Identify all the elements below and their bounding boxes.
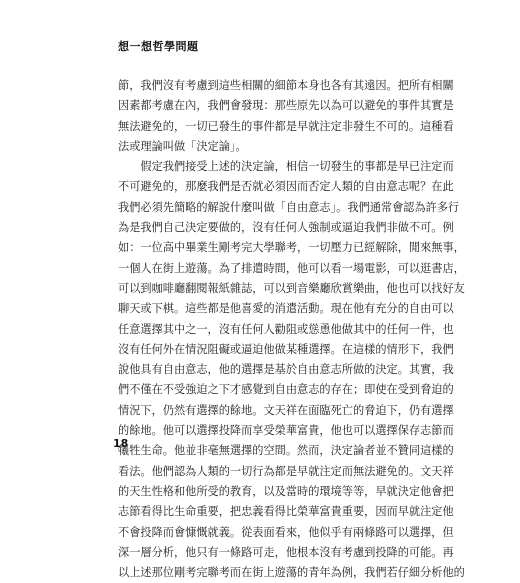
text-line: 我們必須先簡略的解說什麼叫做「自由意志」。我們通常會認為許多行: [118, 200, 460, 214]
text-line: 節，我們沒有考慮到這些相關的細節本身也各有其遠因。把所有相關: [118, 79, 454, 92]
text-line: 為是我們自己決定要做的，沒有任何人強制或逼迫我們非做不可。例: [118, 221, 454, 235]
text-line: 假定我們接受上述的決定論，相信一切發生的事都是早已注定而: [118, 160, 454, 174]
body-text: [118, 76, 465, 583]
text-line: 深一層分析，他只有一條路可走，他根本沒有考慮到投降的可能。再: [118, 545, 454, 559]
page-number: 18: [113, 437, 129, 450]
text-line: 如：一位高中畢業生剛考完大學聯考，一切壓力已經解除，閒來無事，: [118, 241, 465, 255]
text-line: 可以到咖啡廳翻閱報紙雜誌，可以到音樂廳欣賞樂曲，他也可以找好友: [118, 281, 465, 295]
text-line: 一個人在街上遊蕩。為了排遣時間，他可以看一場電影，可以逛書店，: [118, 261, 465, 275]
text-line: 法或理論叫做「決定論」。: [118, 139, 247, 153]
text-line: 以上述那位剛考完聯考而在街上遊蕩的青年為例，我們若仔細分析他的: [118, 566, 465, 580]
text-line: 看法。他們認為人類的一切行為都是早就注定而無法避免的。文天祥: [118, 464, 454, 478]
text-line: 任意選擇其中之一，沒有任何人勸阻或慫恿他做其中的任何一件，也: [118, 322, 454, 336]
text-line: 情況下，仍然有選擇的餘地。文天祥在面臨死亡的脅迫下，仍有選擇: [118, 403, 454, 417]
text-line: 聊天或下棋。這些都是他喜愛的消遣活動。現在他有充分的自由可以: [118, 302, 454, 316]
text-line: 不會投降而會慷慨就義。從表面看來，他似乎有兩條路可以選擇，但: [118, 525, 454, 539]
text-line: 無法避免的，一切已發生的事件都是早就注定非發生不可的。這種看: [118, 119, 454, 133]
text-line: 的餘地。他可以選擇投降而享受榮華富貴，他也可以選擇保存志節而: [118, 424, 454, 438]
text-line: 犧牲生命。他並非毫無選擇的空間。然而，決定論者並不贊同這樣的: [118, 444, 454, 458]
text-line: 因素都考慮在內，我們會發現：那些原先以為可以避免的事件其實是: [118, 99, 454, 113]
text-line: 不可避免的，那麼我們是否就必須因而否定人類的自由意志呢？在此: [118, 180, 454, 194]
text-line: 說他具有自由意志，他的選擇是基於自由意志所做的決定。其實，我: [118, 363, 454, 377]
text-line: 志節看得比生命重要，把忠義看得比榮華富貴重要，因而早就注定他: [118, 505, 454, 519]
running-head: 想一想哲學問題: [118, 40, 199, 53]
text-line: 們不僅在不受強迫之下才感覺到自由意志的存在；即使在受到脅迫的: [118, 383, 454, 397]
text-line: 的天生性格和他所受的教育，以及當時的環境等等，早就決定他會把: [118, 484, 454, 498]
text-line: 沒有任何外在情況阻礙或逼迫他做某種選擇。在這樣的情形下，我們: [118, 342, 454, 356]
